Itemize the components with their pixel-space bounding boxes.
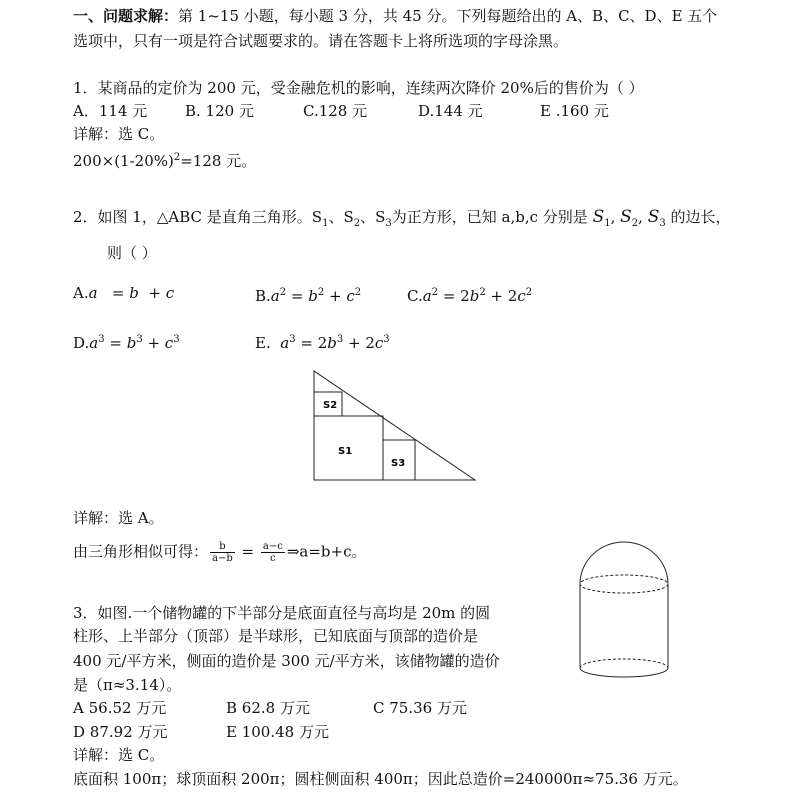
q1-option-b: B. 120 元 <box>185 102 254 120</box>
fraction-1-num: b <box>210 541 235 553</box>
triangle-symbol-icon: △ <box>156 208 169 226</box>
q2-derivation-end: ⇒a=b+c。 <box>286 542 367 561</box>
fraction-2-den: c <box>270 553 276 564</box>
fraction-1 <box>210 541 235 564</box>
fraction-2-num: a−c <box>262 541 283 552</box>
q3-option-c: C 75.36 万元 <box>373 699 467 717</box>
section-heading: 一、问题求解： <box>73 7 179 25</box>
section-instructions-line1 <box>73 6 717 26</box>
q3-line3: 400 元/平方米，侧面的造价是 300 元/平方米，该储物罐的造价 <box>73 652 500 670</box>
q2-stem-part2: 为正方形，已知 a,b,c 分别是 <box>391 208 588 226</box>
q2-derivation: 由三角形相似可得： $\frac{b}{a-b}$ = $\frac{a-c}{c}$ ⇒a=b+c。 <box>73 541 367 564</box>
q1-option-d: D.144 元 <box>418 102 483 120</box>
label-s3: S3 <box>391 458 406 469</box>
fraction-2 <box>261 541 285 564</box>
q2-stem-sep2: 、S <box>360 208 386 226</box>
q2-stem-prefix: 2．如图 1， <box>73 208 157 226</box>
q2-stem-then: 则（ ） <box>107 244 157 262</box>
right-triangle-figure <box>305 365 485 485</box>
q2-answer: 详解：选 A。 <box>73 509 164 527</box>
storage-tank-figure <box>572 540 677 690</box>
q1-calc-base: 200×(1-20%) <box>73 152 174 170</box>
q3-option-d: D 87.92 万元 <box>73 723 168 741</box>
q2-stem-end: 的边长， <box>670 208 731 226</box>
cylinder-bottom-front <box>580 668 668 677</box>
q3-line1: 3．如图.一个储物罐的下半部分是底面直径与高均是 20m 的圆 <box>73 604 491 622</box>
q3-solution: 底面积 100π；球顶面积 200π；圆柱侧面积 400π；因此总造价=240000π≈75.36 万元。 <box>73 770 688 788</box>
q1-calculation <box>73 148 256 171</box>
q2-option-b: $B.a^2 = b^2 + c^2$ <box>255 287 362 305</box>
q2-stem: 2．如图 1，△ABC 是直角三角形。$S_1$、$S_2$、$S_3$为正方形，已知 a,b,c 分别是 $S_1$, $S_2$, $S_3$ 的边长， <box>73 207 731 229</box>
q3-line2: 柱形、上半部分（顶部）是半球形，已知底面与顶部的造价是 <box>73 627 479 645</box>
q2-stem-sep: 、S <box>328 208 354 226</box>
q1-answer: 详解：选 C。 <box>73 125 165 143</box>
q1-calc-exponent: 2 <box>173 152 181 163</box>
q3-line4: 是（π≈3.14）。 <box>73 676 182 694</box>
q1-option-c: C.128 元 <box>303 102 368 120</box>
q1-stem: 1．某商品的定价为 200 元，受金融危机的影响，连续两次降价 20%后的售价为（ ） <box>73 79 644 97</box>
q3-option-a: A 56.52 万元 <box>73 699 167 717</box>
q1-option-a: A．114 元 <box>73 102 148 120</box>
section-instructions-2: 选项中，只有一项是符合试题要求的。请在答题卡上将所选项的字母涂黑。 <box>73 32 569 50</box>
q3-option-b: B 62.8 万元 <box>226 699 310 717</box>
q2-option-c: $C.a^2 = 2b^2 + 2c^2$ <box>407 287 533 305</box>
q2-option-d: $D.a^3 = b^3 + c^3$ <box>73 334 180 352</box>
fraction-1-den: a−b <box>212 553 233 564</box>
cylinder-bottom-back <box>580 659 668 668</box>
label-s1: S1 <box>338 446 353 457</box>
cylinder-top-ellipse <box>580 575 668 593</box>
q3-option-e: E 100.48 万元 <box>226 723 329 741</box>
section-instructions-1: 第 1~15 小题，每小题 3 分，共 45 分。下列每题给出的 A、B、C、D、E 五个 <box>178 7 718 25</box>
label-s2: S2 <box>323 400 338 411</box>
q2-stem-part: ABC 是直角三角形。S <box>168 208 323 226</box>
q2-option-a: A.a = b + c <box>73 284 175 302</box>
q1-calc-result: =128 元。 <box>180 152 257 170</box>
q2-derivation-text: 由三角形相似可得： <box>73 542 209 561</box>
q2-option-e: E. $a^3 = 2b^3 + 2c^3$ <box>255 334 390 352</box>
q1-option-e: E .160 元 <box>540 102 609 120</box>
q3-answer: 详解：选 C。 <box>73 746 165 764</box>
